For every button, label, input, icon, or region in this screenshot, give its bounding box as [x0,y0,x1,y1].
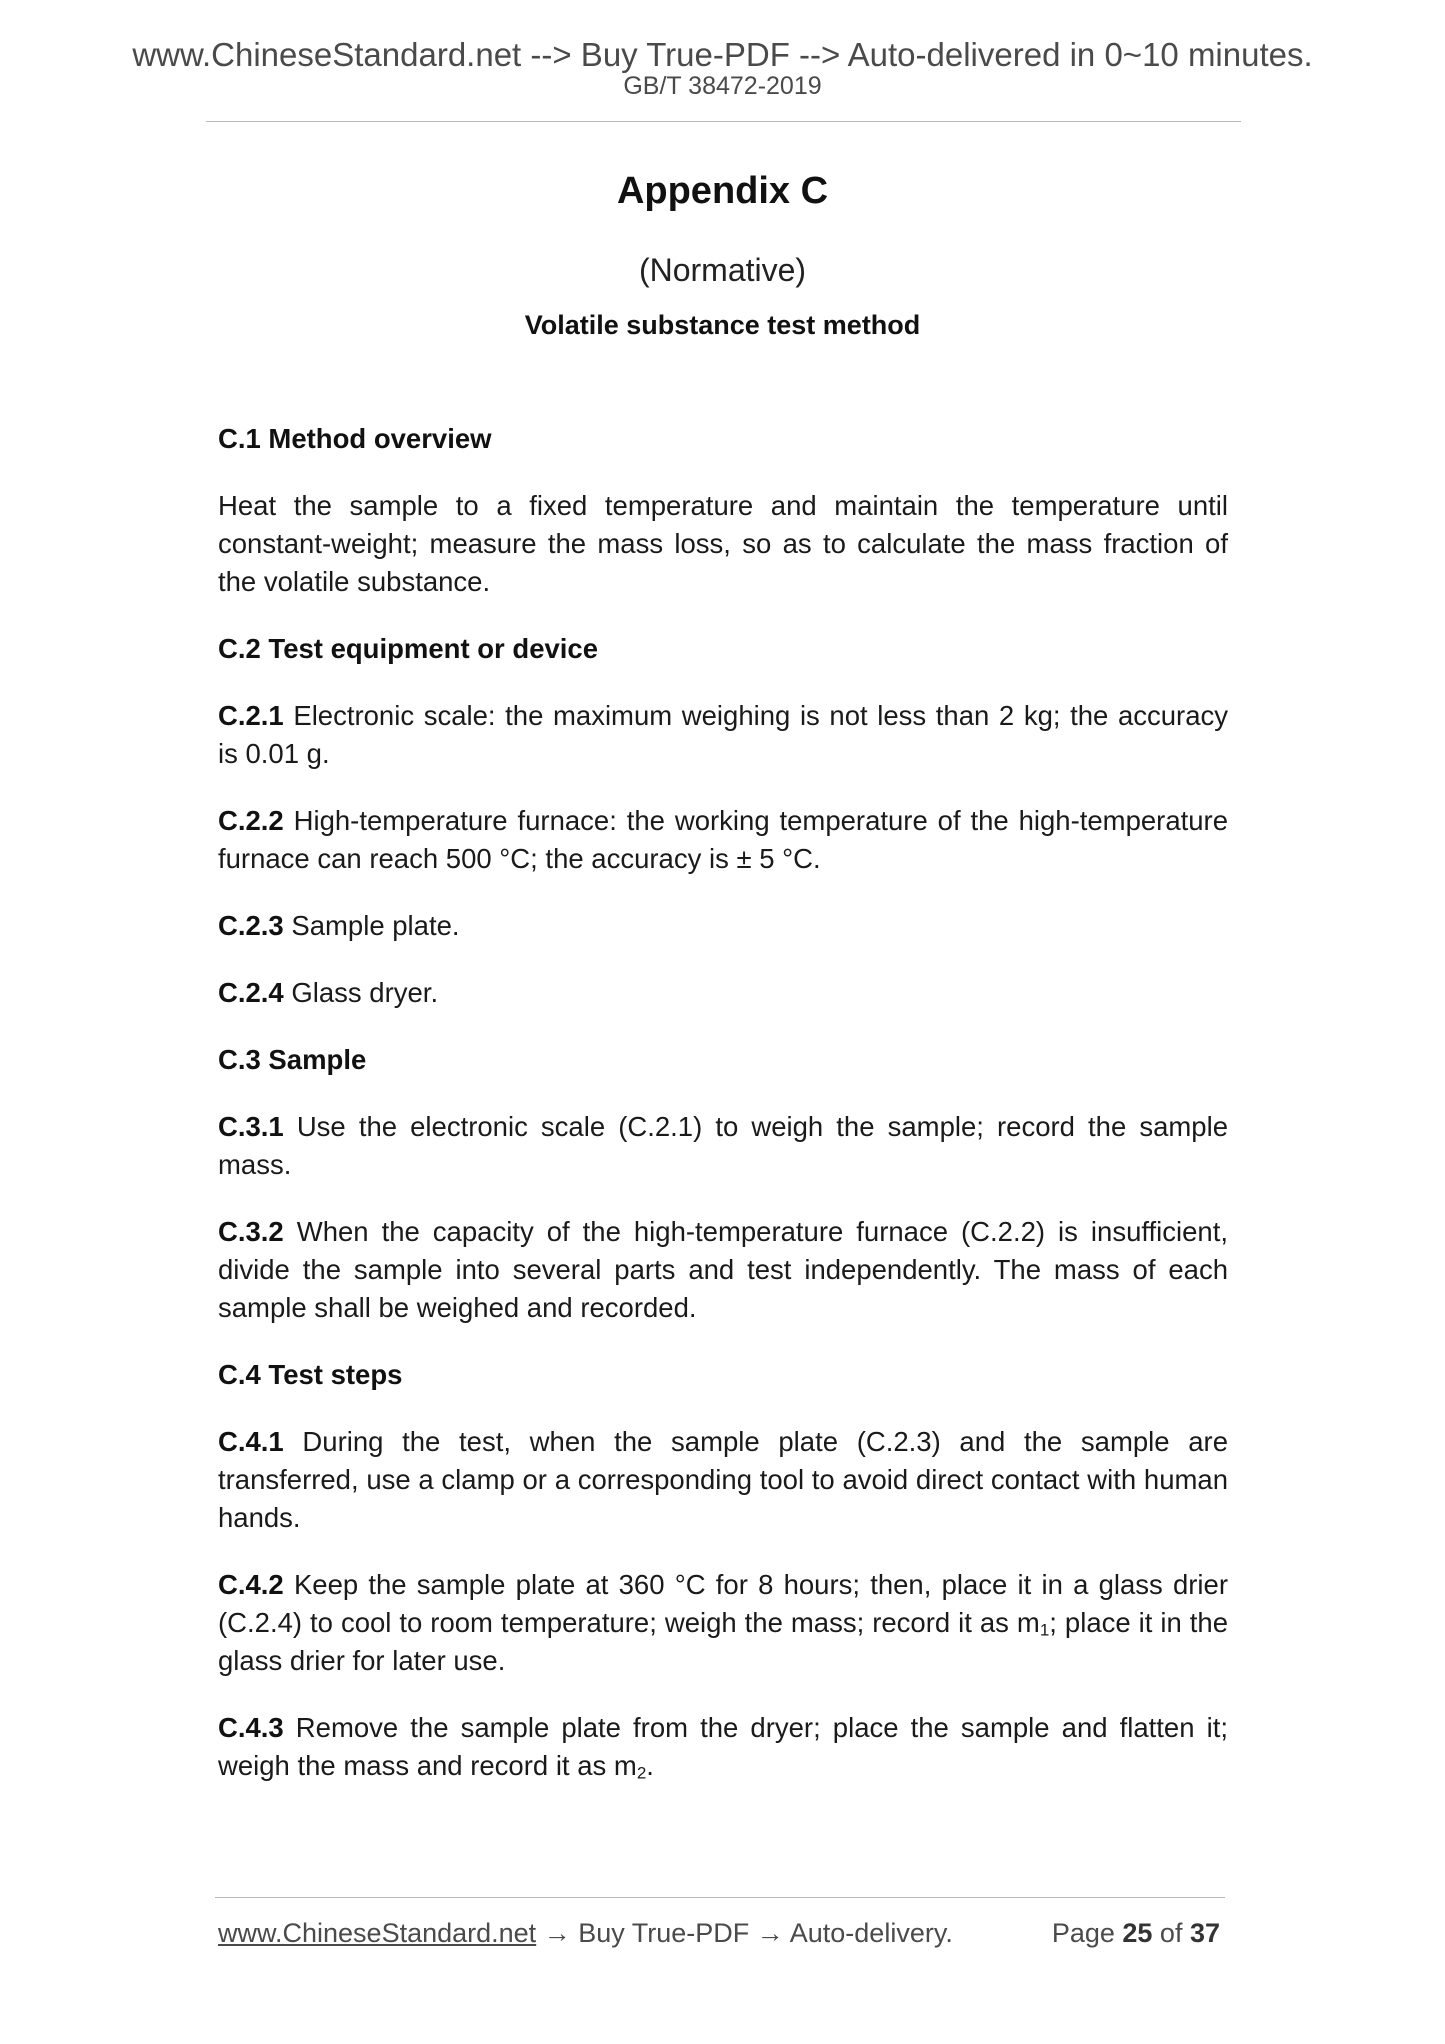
page-label: Page [1051,1918,1123,1948]
clause-text: During the test, when the sample plate (C.2.3) and the sample are transferred, use a clamp or a corresponding tool to avoid direct contact with human hands. [218,1426,1228,1533]
clause-c3-2 [218,1213,1228,1327]
clause-number: C.4.3 [218,1712,284,1743]
page-of-label: of [1152,1918,1190,1948]
clause-c4-2 [218,1566,1228,1680]
clause-c2-2 [218,802,1228,878]
clause-text: Keep the sample plate at 360 °C for 8 hours; then, place it in a glass drier (C.2.4) to cool to room temperature; weigh the mass; record it as m [218,1569,1228,1638]
clause-text: ; place it in the glass drier for later use. [218,1607,1228,1676]
subscript: 1 [1039,1620,1050,1640]
clause-text: Sample plate. [283,910,460,941]
appendix-title: Appendix C [616,170,829,212]
clause-text: When the capacity of the high-temperature furnace (C.2.2) is insufficient, divide the sample into several parts and test independently. The mass of each sample shall be weighed and recorded. [218,1216,1228,1323]
clause-number: C.4.1 [218,1426,284,1457]
section-heading-c4: C.4 Test steps [218,1359,403,1390]
paragraph-c1: Heat the sample to a fixed temperature and maintain the temperature until constant-weight; measure the mass loss, so as to calculate the mass fraction of the volatile substance. [218,490,1228,597]
clause-text: Use the electronic scale (C.2.1) to weigh the sample; record the sample mass. [218,1111,1228,1180]
document-number: GB/T 38472-2019 [623,72,822,100]
page-total: 37 [1189,1918,1220,1948]
clause-text: Glass dryer. [283,977,439,1008]
clause-text: . [646,1750,654,1781]
header-banner: www.ChineseStandard.net --> Buy True-PDF --> Auto-delivered in 0~10 minutes. [132,36,1313,73]
section-heading-c2: C.2 Test equipment or device [218,633,599,664]
clause-c4-3 [218,1709,1228,1785]
clause-text: High-temperature furnace: the working temperature of the high-temperature furnace can reach 500 °C; the accuracy is ± 5 °C. [218,805,1228,874]
clause-number: C.3.2 [218,1216,284,1247]
page-current: 25 [1122,1918,1153,1948]
appendix-subtitle: Volatile substance test method [524,310,921,340]
clause-number: C.2.1 [218,700,284,731]
footer-divider [215,1897,1225,1898]
section-heading-c1: C.1 Method overview [218,423,492,454]
clause-c4-1 [218,1423,1228,1537]
clause-text: Remove the sample plate from the dryer; place the sample and flatten it; weigh the mass and record it as m [218,1712,1228,1781]
header-divider [206,121,1241,122]
clause-text: Electronic scale: the maximum weighing is not less than 2 kg; the accuracy is 0.01 g. [218,700,1228,769]
clause-number: C.4.2 [218,1569,284,1600]
arrow-right-icon: → [756,1918,784,1948]
clause-number: C.2.4 [218,977,284,1008]
clause-number: C.3.1 [218,1111,284,1142]
page-indicator [1052,1916,1220,1951]
footer-buy-text: Buy True-PDF [570,1918,757,1948]
appendix-normative-label: (Normative) [638,252,807,288]
clause-c2-1 [218,697,1228,773]
clause-c2-3 [218,907,1228,945]
clause-number: C.2.3 [218,910,284,941]
arrow-right-icon: → [543,1918,571,1948]
footer-link-group [218,1916,953,1951]
footer-auto-text: Auto-delivery. [783,1918,953,1948]
subscript: 2 [636,1763,647,1783]
clause-c2-4 [218,974,1228,1012]
clause-number: C.2.2 [218,805,284,836]
clause-c3-1 [218,1108,1228,1184]
section-heading-c3: C.3 Sample [218,1044,367,1075]
document-body [218,420,1228,1814]
footer-site-link[interactable]: www.ChineseStandard.net [218,1918,537,1948]
